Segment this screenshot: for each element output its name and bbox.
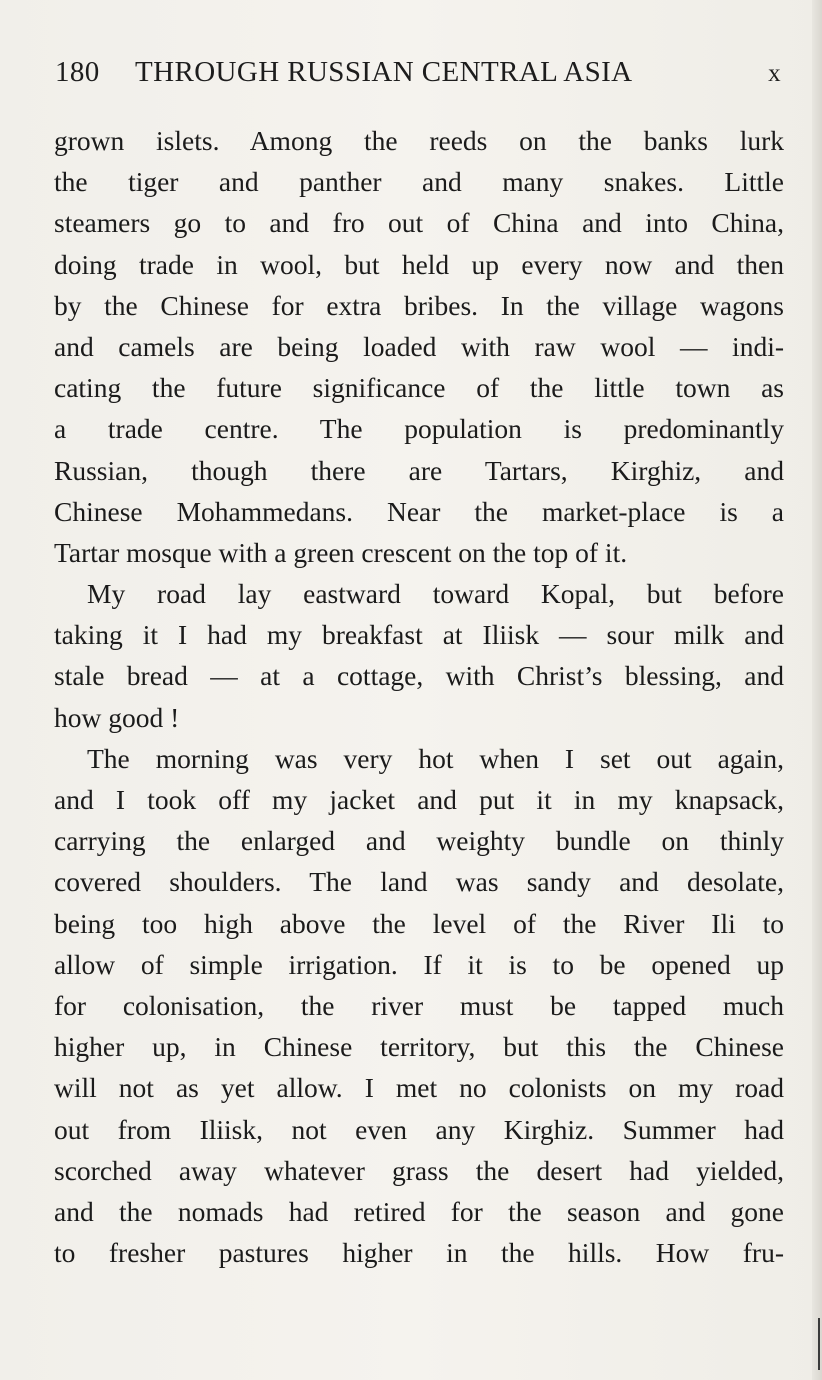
text-line: will not as yet allow. I met no colonists on my road (54, 1072, 784, 1104)
text-line: Tartar mosque with a green crescent on the top of it. (54, 536, 628, 568)
text-line: carrying the enlarged and weighty bundle on thinly (54, 825, 784, 857)
body-text (54, 120, 784, 1273)
text-line: doing trade in wool, but held up every now and then (54, 248, 784, 280)
text-line: to fresher pastures higher in the hills. How fru- (54, 1237, 784, 1269)
text-line: allow of simple irrigation. If it is to be opened up (54, 948, 784, 980)
text-line: covered shoulders. The land was sandy and desolate, (54, 866, 784, 898)
text-line: cating the future significance of the little town as (54, 372, 784, 404)
text-line: for colonisation, the river must be tapped much (54, 989, 784, 1021)
text-line: and camels are being loaded with raw wool — indi- (54, 330, 784, 362)
text-line: higher up, in Chinese territory, but this the Chinese (54, 1031, 784, 1063)
text-line: how good ! (54, 701, 180, 733)
text-line: steamers go to and fro out of China and into China, (54, 207, 784, 239)
edge-mark (818, 1318, 820, 1370)
text-line: Russian, though there are Tartars, Kirghiz, and (54, 454, 784, 486)
text-line: Chinese Mohammedans. Near the market-place is a (54, 495, 784, 527)
text-line: the tiger and panther and many snakes. Little (54, 166, 784, 198)
running-header (55, 56, 785, 100)
text-line: grown islets. Among the reeds on the banks lurk (54, 125, 784, 156)
running-title: THROUGH RUSSIAN CENTRAL ASIA (135, 56, 633, 88)
text-line: and the nomads had retired for the season and gone (54, 1195, 784, 1227)
text-line: being too high above the level of the River Ili to (54, 907, 784, 939)
text-line: out from Iliisk, not even any Kirghiz. Summer had (54, 1113, 784, 1145)
paragraph-start: The morning was very hot when I set out again, (87, 742, 784, 774)
text-line: stale bread — at a cottage, with Christ’s blessing, and (54, 660, 784, 692)
text-line: taking it I had my breakfast at Iliisk — sour milk and (54, 619, 784, 651)
chapter-numeral: x (768, 60, 781, 87)
text-line: a trade centre. The population is predominantly (54, 413, 784, 445)
text-line: scorched away whatever grass the desert had yielded, (54, 1154, 784, 1186)
page-number: 180 (55, 56, 100, 88)
text-line: and I took off my jacket and put it in my knapsack, (54, 784, 784, 815)
text-line: by the Chinese for extra bribes. In the village wagons (54, 289, 784, 321)
page-edge (812, 0, 822, 1380)
paragraph-start: My road lay eastward toward Kopal, but before (87, 578, 784, 610)
